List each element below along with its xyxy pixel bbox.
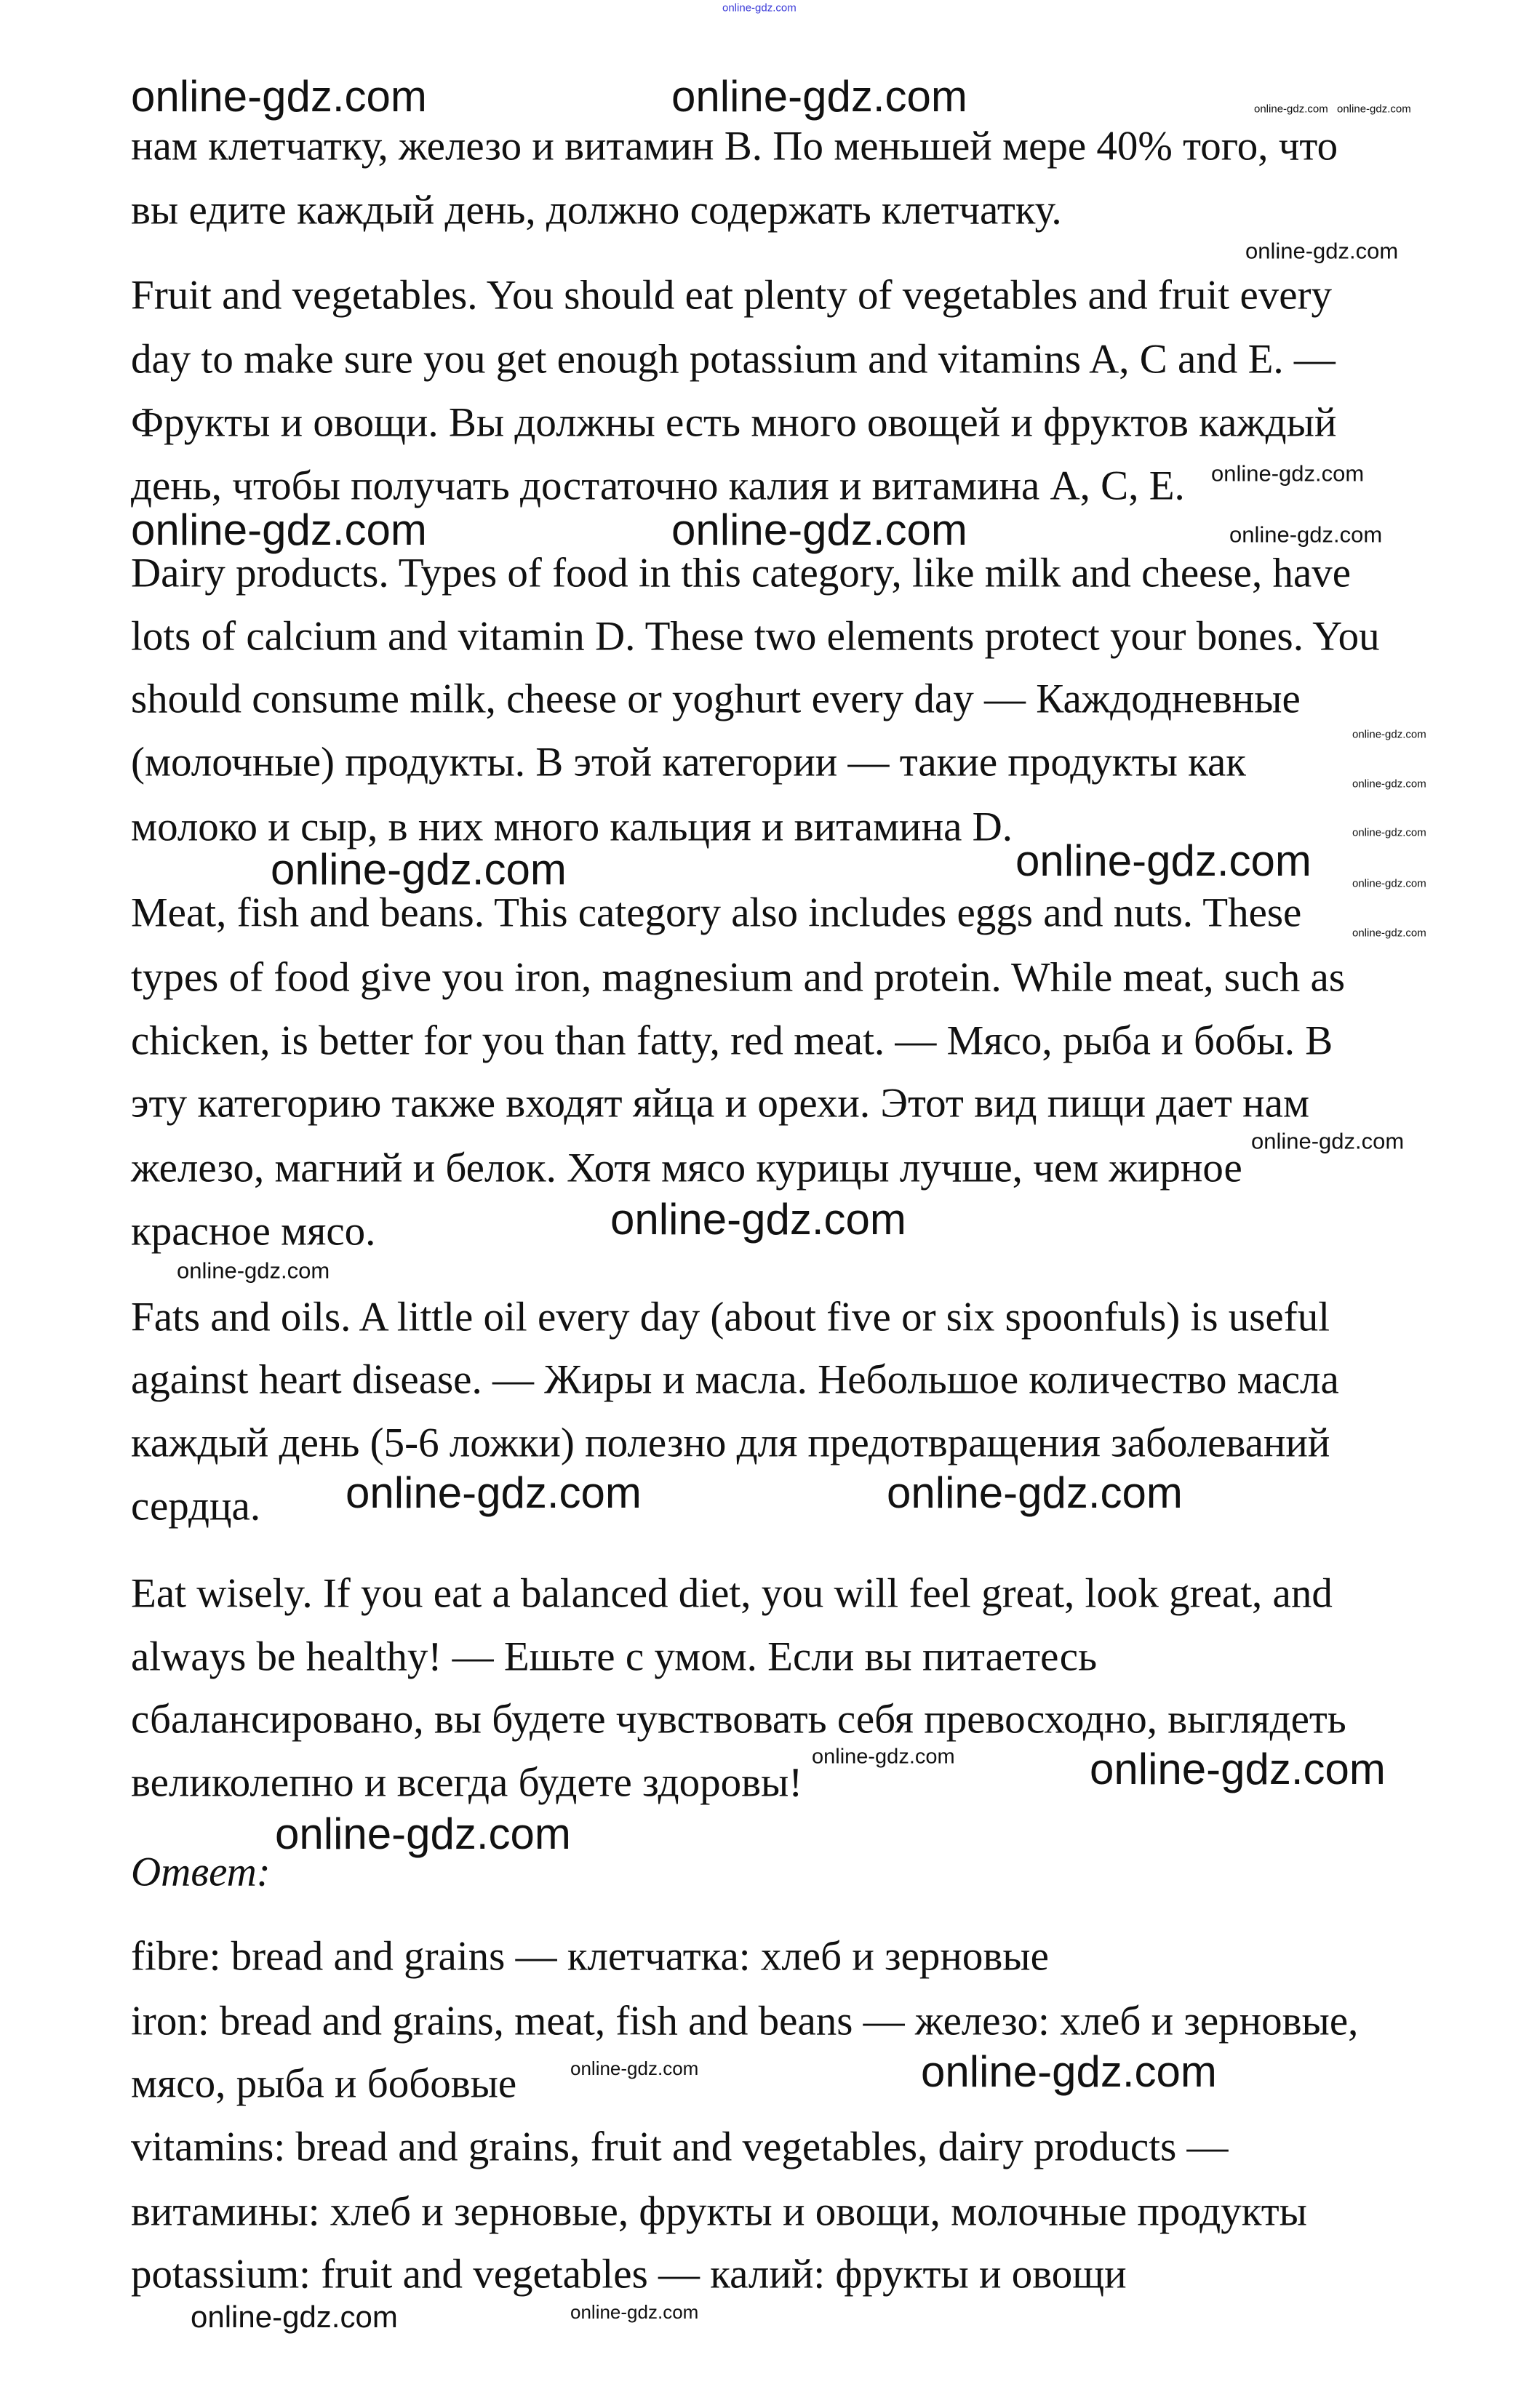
answer-line: мясо, рыба и бобовые: [131, 2060, 517, 2107]
text-line: каждый день (5-6 ложки) полезно для предотвращения заболеваний: [131, 1420, 1330, 1466]
watermark: online-gdz.com: [722, 1, 797, 15]
watermark: online-gdz.com: [1251, 1128, 1405, 1154]
text-line: day to make sure you get enough potassium and vitamins A, C and E. —: [131, 336, 1336, 383]
text-line: lots of calcium and vitamin D. These two elements protect your bones. You: [131, 613, 1380, 660]
watermark: online-gdz.com: [1352, 877, 1426, 890]
watermark: online-gdz.com: [921, 2047, 1217, 2096]
text-line: should consume milk, cheese or yoghurt every day — Каждодневные: [131, 676, 1301, 722]
text-line: сбалансировано, вы будете чувствовать себя превосходно, выглядеть: [131, 1696, 1346, 1743]
watermark: online-gdz.com: [887, 1468, 1183, 1517]
watermark: online-gdz.com: [191, 2300, 398, 2334]
watermark: online-gdz.com: [1211, 460, 1365, 487]
answer-line: витамины: хлеб и зерновые, фрукты и овощи, молочные продукты: [131, 2188, 1307, 2235]
watermark: online-gdz.com: [671, 505, 967, 554]
watermark: online-gdz.com: [1352, 777, 1426, 791]
text-line: сердца.: [131, 1483, 261, 1529]
watermark: online-gdz.com: [1337, 103, 1411, 116]
watermark: online-gdz.com: [131, 505, 427, 554]
text-line: (молочные) продукты. В этой категории — такие продукты как: [131, 739, 1246, 785]
text-line: день, чтобы получать достаточно калия и витамина A, C, E.: [131, 463, 1185, 509]
text-line: великолепно и всегда будете здоровы!: [131, 1759, 803, 1806]
text-line: молоко и сыр, в них много кальция и витамина D.: [131, 804, 1013, 850]
text-line: types of food give you iron, magnesium and protein. While meat, such as: [131, 954, 1346, 1001]
text-line: вы едите каждый день, должно содержать клетчатку.: [131, 187, 1062, 233]
answer-line: potassium: fruit and vegetables — калий: фрукты и овощи: [131, 2251, 1127, 2297]
text-line: нам клетчатку, железо и витамин B. По меньшей мере 40% того, что: [131, 123, 1338, 169]
text-line: Dairy products. Types of food in this category, like milk and cheese, have: [131, 550, 1352, 596]
text-line: Fruit and vegetables. You should eat plenty of vegetables and fruit every: [131, 272, 1333, 319]
text-line: железо, магний и белок. Хотя мясо курицы лучше, чем жирное: [131, 1145, 1242, 1191]
answer-label: Ответ:: [131, 1849, 271, 1895]
watermark: online-gdz.com: [570, 2057, 699, 2079]
text-line: against heart disease. — Жиры и масла. Небольшое количество масла: [131, 1356, 1339, 1403]
watermark: online-gdz.com: [610, 1195, 906, 1244]
watermark: online-gdz.com: [1352, 927, 1426, 940]
watermark: online-gdz.com: [1229, 521, 1383, 548]
answer-line: fibre: bread and grains — клетчатка: хлеб и зерновые: [131, 1933, 1049, 1980]
watermark: online-gdz.com: [131, 72, 427, 121]
text-line: эту категорию также входят яйца и орехи. Этот вид пищи дает нам: [131, 1080, 1310, 1127]
text-line: Eat wisely. If you eat a balanced diet, you will feel great, look great, and: [131, 1570, 1333, 1617]
watermark: online-gdz.com: [346, 1468, 642, 1517]
watermark: online-gdz.com: [1254, 103, 1328, 116]
text-line: красное мясо.: [131, 1208, 376, 1255]
watermark: online-gdz.com: [570, 2301, 699, 2323]
text-line: Fats and oils. A little oil every day (about five or six spoonfuls) is useful: [131, 1294, 1330, 1340]
answer-line: vitamins: bread and grains, fruit and vegetables, dairy products —: [131, 2124, 1229, 2170]
watermark: online-gdz.com: [1352, 826, 1426, 839]
text-line: Meat, fish and beans. This category also includes eggs and nuts. These: [131, 889, 1302, 936]
watermark: online-gdz.com: [1352, 728, 1426, 741]
answer-line: iron: bread and grains, meat, fish and beans — железо: хлеб и зерновые,: [131, 1998, 1359, 2044]
watermark: online-gdz.com: [812, 1745, 955, 1769]
watermark: online-gdz.com: [271, 845, 567, 894]
text-line: Фрукты и овощи. Вы должны есть много овощей и фруктов каждый: [131, 399, 1337, 446]
text-line: chicken, is better for you than fatty, red meat. — Мясо, рыба и бобы. В: [131, 1017, 1333, 1064]
watermark: online-gdz.com: [177, 1257, 330, 1284]
watermark: online-gdz.com: [1015, 836, 1312, 885]
watermark: online-gdz.com: [671, 72, 967, 121]
watermark: online-gdz.com: [1090, 1745, 1386, 1793]
text-line: always be healthy! — Ешьте с умом. Если вы питаетесь: [131, 1633, 1098, 1680]
watermark: online-gdz.com: [275, 1809, 571, 1858]
watermark: online-gdz.com: [1245, 238, 1399, 264]
